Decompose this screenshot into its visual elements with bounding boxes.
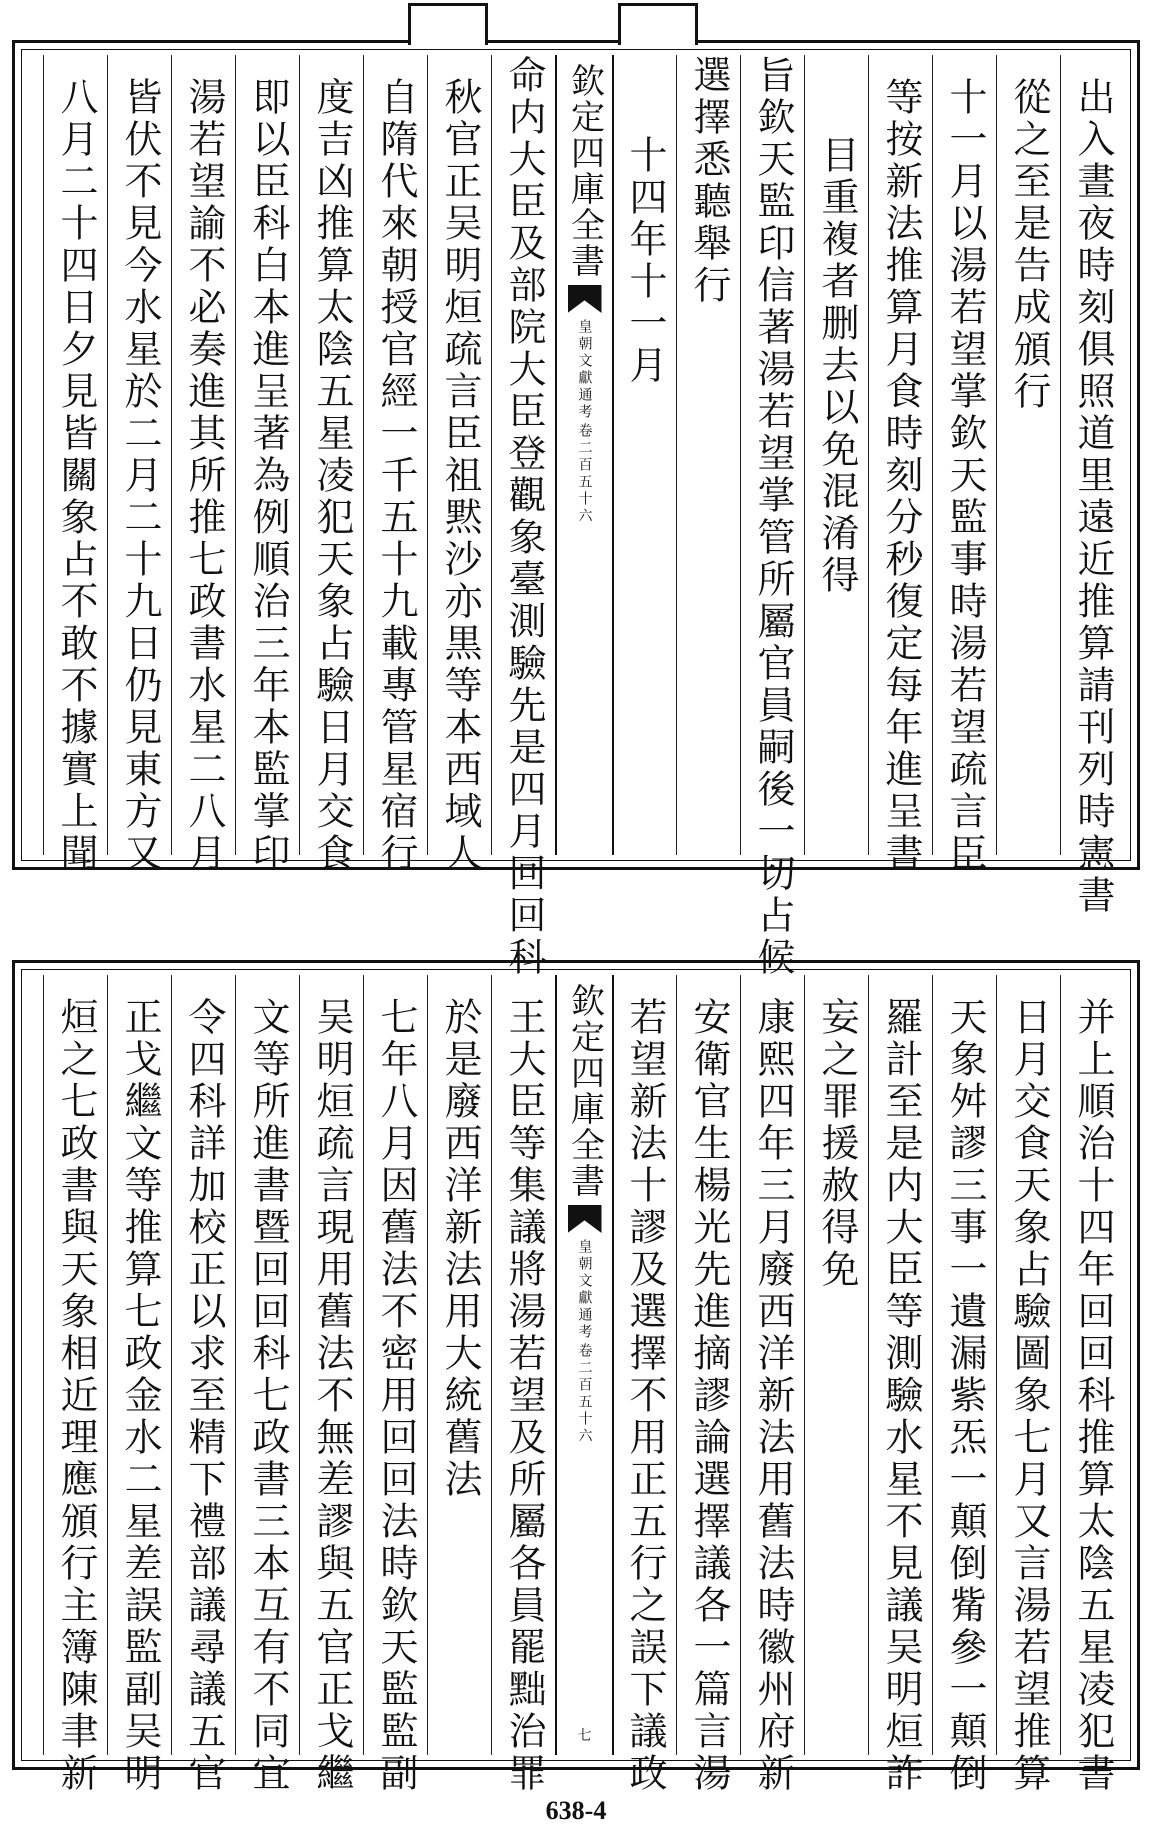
text-column (1060, 975, 1125, 1795)
column-text: 出入晝夜時刻俱照道里遠近推算請刊列時憲書 (1071, 77, 1115, 917)
text-column (43, 975, 108, 1795)
column-text: 日月交食天象占驗圖象七月又言湯若望推算 (1007, 997, 1051, 1795)
column-text: 皆伏不見今水星於二月二十九日仍見東方又 (118, 77, 162, 875)
book-title: 欽定四庫全書 (564, 983, 605, 1199)
text-column (1060, 55, 1125, 917)
column-text: 目重複者删去以免混淆得 (815, 135, 859, 597)
text-column (932, 55, 997, 875)
column-text: 吴明烜疏言現用舊法不無差謬與五官正戈繼 (310, 997, 354, 1795)
text-column (363, 975, 428, 1795)
column-text: 秋官正吴明烜疏言臣祖黙沙亦黒等本西域人 (438, 77, 482, 875)
text-column (171, 55, 236, 875)
text-column (491, 975, 556, 1795)
column-text: 即以臣科白本進呈著為例順治三年本監掌印 (246, 77, 290, 875)
column-text: 天象舛謬三事一遺漏紫炁一顛倒觜參一顛倒 (943, 997, 987, 1795)
text-column (235, 55, 300, 875)
text-column (676, 55, 741, 855)
column-text: 安衛官生楊光先進摘謬論選擇議各一篇言湯 (687, 997, 731, 1795)
column-text: 康熙四年三月廢西洋新法用舊法時徽州府新 (751, 997, 795, 1795)
column-text: 湯若望諭不必奏進其所推七政書水星二八月 (182, 77, 226, 875)
column-text: 烜之七政書與天象相近理應頒行主簿陳聿新 (54, 997, 98, 1795)
column-text: 度吉凶推算太陰五星凌犯天象占驗日月交食 (310, 77, 354, 875)
text-column (427, 55, 492, 875)
raised-tab-right (618, 3, 698, 45)
text-column (804, 975, 869, 1755)
upper-page (12, 40, 1140, 979)
text-column (299, 55, 364, 875)
column-text: 妄之罪援赦得免 (815, 997, 859, 1291)
center-spine (555, 55, 614, 855)
folio-number: 七 (577, 1728, 592, 1744)
text-column (171, 975, 236, 1795)
column-text: 自隋代來朝授官經一千五十九載專管星宿行 (374, 77, 418, 875)
text-column (868, 975, 933, 1795)
sub-volume: 卷二百五十六 (576, 423, 593, 525)
book-title: 欽定四庫全書 (564, 63, 605, 279)
column-text: 旨欽天監印信著湯若望掌管所屬官員嗣後一切占候 (751, 55, 795, 979)
text-column (235, 975, 300, 1795)
text-column (43, 55, 108, 875)
sub-title: 皇朝文獻通考 (576, 1239, 593, 1341)
column-text: 十一月以湯若望掌欽天監事時湯若望疏言臣 (943, 77, 987, 875)
text-column (612, 975, 677, 1795)
column-text: 八月二十四日夕見皆關象占不敢不據實上聞 (54, 77, 98, 875)
text-column (804, 55, 869, 855)
text-column (868, 55, 933, 875)
column-text: 文等所進書暨回回科七政書三本互有不同宜 (246, 997, 290, 1795)
column-text: 并上順治十四年回回科推算太陰五星凌犯書 (1071, 997, 1115, 1795)
text-column (427, 975, 492, 1755)
column-text: 七年八月因舊法不密用回回法時欽天監監副 (374, 997, 418, 1795)
column-text: 王大臣等集議將湯若望及所屬各員罷黜治罪 (502, 997, 546, 1795)
fishtail-mark (568, 1205, 602, 1233)
center-spine (555, 975, 614, 1755)
column-text: 羅計至是内大臣等測驗水星不見議吴明烜詐 (879, 997, 923, 1795)
column-text: 從之至是告成頒行 (1007, 77, 1051, 413)
text-column (299, 975, 364, 1795)
raised-tab-left (408, 3, 488, 45)
column-text: 若望新法十謬及選擇不用正五行之誤下議政 (623, 997, 667, 1795)
text-column (996, 975, 1061, 1795)
column-text: 選擇悉聽舉行 (687, 55, 731, 307)
spine-subtitle (576, 319, 594, 525)
sub-volume: 卷二百五十六 (576, 1343, 593, 1445)
column-text: 等按新法推算月食時刻分秒復定每年進呈書 (879, 77, 923, 875)
text-column (107, 55, 172, 875)
column-text: 十四年十一月 (623, 135, 667, 387)
column-text: 正戈繼文等推算七政金水二星差誤監副吴明 (118, 997, 162, 1795)
page-number: 638-4 (545, 1796, 607, 1825)
text-column (363, 55, 428, 875)
text-column (740, 975, 805, 1795)
fishtail-mark (568, 285, 602, 313)
text-column (107, 975, 172, 1795)
column-text: 令四科詳加校正以求至精下禮部議尋議五官 (182, 997, 226, 1795)
column-text: 命内大臣及部院大臣登觀象臺測驗先是四月回回科 (502, 55, 546, 979)
lower-page (12, 960, 1140, 1795)
text-column (932, 975, 997, 1795)
spine-subtitle (576, 1239, 594, 1445)
text-column (676, 975, 741, 1795)
text-column (996, 55, 1061, 855)
text-column (491, 55, 556, 979)
sub-title: 皇朝文獻通考 (576, 319, 593, 421)
text-column (612, 55, 677, 855)
column-text: 於是廢西洋新法用大統舊法 (438, 997, 482, 1501)
text-column (740, 55, 805, 979)
